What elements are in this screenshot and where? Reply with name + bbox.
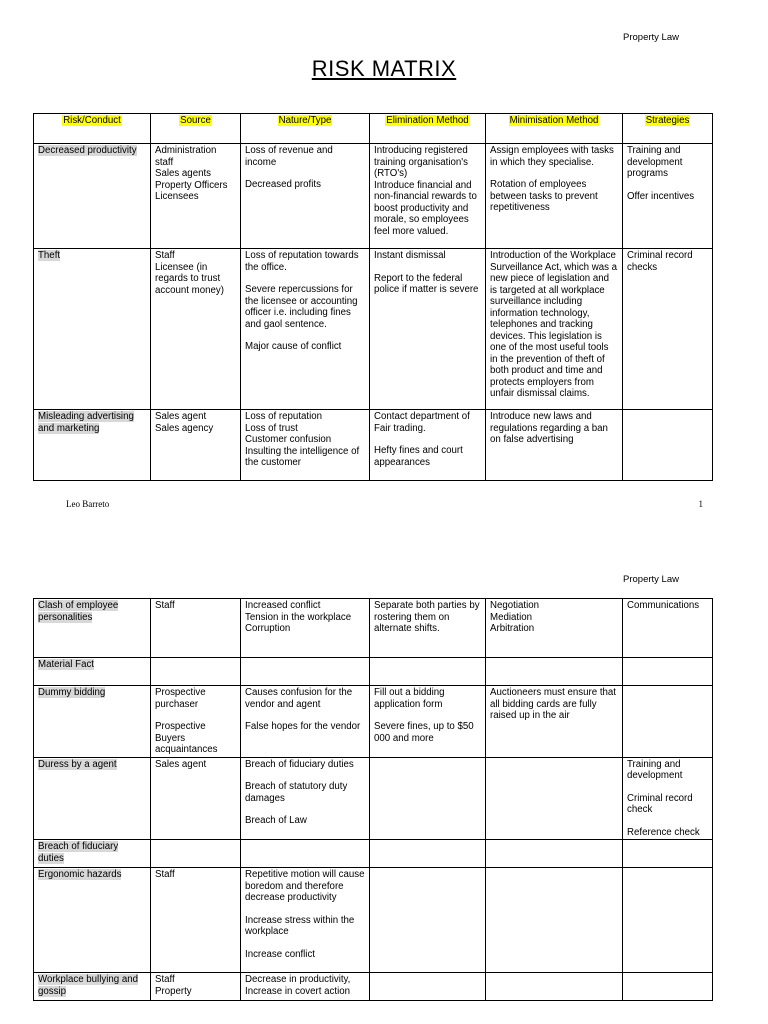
source-cell: Staff	[151, 868, 241, 973]
table-row	[34, 686, 713, 758]
document-title: RISK MATRIX	[311, 56, 457, 81]
minimisation-cell: Negotiation Mediation Arbitration	[486, 599, 623, 658]
table-row	[34, 658, 713, 686]
nature-cell: Breach of fiduciary duties Breach of statutory duty damages Breach of Law	[241, 757, 370, 840]
risk-cell: Ergonomic hazards	[34, 868, 151, 973]
column-header: Elimination Method	[370, 114, 486, 144]
document-page-2	[0, 540, 768, 1024]
minimisation-cell: Introduce new laws and regulations regarding a ban on false advertising	[486, 410, 623, 481]
strategies-cell	[623, 686, 713, 758]
nature-cell	[241, 658, 370, 686]
risk-matrix-table-continued	[33, 598, 713, 1001]
strategies-cell: Communications	[623, 599, 713, 658]
minimisation-cell: Introduction of the Workplace Surveillance Act, which was a new piece of legislation and is targeted at all workplace surveillance including information technology, telephones and tracking devices. This legislation is one of the most useful tools in the prevention of theft of both product and time and protects employers from unfair dismissal claims.	[486, 249, 623, 410]
table-row	[34, 410, 713, 481]
source-cell: Staff	[151, 599, 241, 658]
nature-cell: Loss of reputation towards the office. Severe repercussions for the licensee or accounting officer i.e. including fines and gaol sentence. Major cause of conflict	[241, 249, 370, 410]
nature-cell: Increased conflict Tension in the workplace Corruption	[241, 599, 370, 658]
minimisation-cell: Assign employees with tasks in which they specialise. Rotation of employees between tasks to prevent repetitiveness	[486, 144, 623, 249]
source-cell	[151, 658, 241, 686]
strategies-cell	[623, 410, 713, 481]
minimisation-cell: Auctioneers must ensure that all bidding cards are fully raised up in the air	[486, 686, 623, 758]
risk-cell: Material Fact	[34, 658, 151, 686]
column-header: Nature/Type	[241, 114, 370, 144]
source-cell: Staff Property	[151, 973, 241, 1001]
source-cell	[151, 840, 241, 868]
strategies-cell	[623, 868, 713, 973]
table-row	[34, 757, 713, 840]
table-row	[34, 840, 713, 868]
risk-cell: Dummy bidding	[34, 686, 151, 758]
nature-cell: Repetitive motion will cause boredom and therefore decrease productivity Increase stress within the workplace Increase conflict	[241, 868, 370, 973]
elimination-cell: Contact department of Fair trading. Hefty fines and court appearances	[370, 410, 486, 481]
source-cell: Administration staff Sales agents Property Officers Licensees	[151, 144, 241, 249]
column-header: Minimisation Method	[486, 114, 623, 144]
strategies-cell	[623, 973, 713, 1001]
elimination-cell: Separate both parties by rostering them on alternate shifts.	[370, 599, 486, 658]
elimination-cell: Fill out a bidding application form Severe fines, up to $50 000 and more	[370, 686, 486, 758]
strategies-cell	[623, 658, 713, 686]
nature-cell: Decrease in productivity, Increase in covert action	[241, 973, 370, 1001]
minimisation-cell	[486, 868, 623, 973]
strategies-cell: Criminal record checks	[623, 249, 713, 410]
elimination-cell	[370, 840, 486, 868]
elimination-cell	[370, 757, 486, 840]
risk-cell: Workplace bullying and gossip	[34, 973, 151, 1001]
risk-matrix-table	[33, 113, 713, 481]
page-number: 1	[698, 499, 703, 509]
minimisation-cell	[486, 757, 623, 840]
risk-cell: Decreased productivity	[34, 144, 151, 249]
risk-cell: Breach of fiduciary duties	[34, 840, 151, 868]
footer-author: Leo Barreto	[66, 499, 110, 509]
elimination-cell	[370, 973, 486, 1001]
table-row	[34, 249, 713, 410]
risk-cell: Duress by a agent	[34, 757, 151, 840]
strategies-cell	[623, 840, 713, 868]
risk-cell: Theft	[34, 249, 151, 410]
column-header: Risk/Conduct	[34, 114, 151, 144]
elimination-cell: Introducing registered training organisation's (RTO's) Introduce financial and non-financial rewards to boost productivity and morale, so employees feel more valued.	[370, 144, 486, 249]
table-header-row	[34, 114, 713, 144]
strategies-cell: Training and development Criminal record check Reference check	[623, 757, 713, 840]
risk-cell: Clash of employee personalities	[34, 599, 151, 658]
nature-cell: Causes confusion for the vendor and agent False hopes for the vendor	[241, 686, 370, 758]
column-header: Strategies	[623, 114, 713, 144]
nature-cell: Loss of revenue and income Decreased profits	[241, 144, 370, 249]
nature-cell	[241, 840, 370, 868]
source-cell: Staff Licensee (in regards to trust account money)	[151, 249, 241, 410]
running-header: Property Law	[623, 574, 679, 585]
strategies-cell: Training and development programs Offer incentives	[623, 144, 713, 249]
source-cell: Prospective purchaser Prospective Buyers acquaintances	[151, 686, 241, 758]
source-cell: Sales agent Sales agency	[151, 410, 241, 481]
risk-cell: Misleading advertising and marketing	[34, 410, 151, 481]
elimination-cell: Instant dismissal Report to the federal police if matter is severe	[370, 249, 486, 410]
elimination-cell	[370, 658, 486, 686]
elimination-cell	[370, 868, 486, 973]
minimisation-cell	[486, 840, 623, 868]
nature-cell: Loss of reputation Loss of trust Customer confusion Insulting the intelligence of the customer	[241, 410, 370, 481]
minimisation-cell	[486, 973, 623, 1001]
table-row	[34, 144, 713, 249]
running-header: Property Law	[623, 32, 679, 43]
column-header: Source	[151, 114, 241, 144]
table-row	[34, 599, 713, 658]
table-row	[34, 868, 713, 973]
minimisation-cell	[486, 658, 623, 686]
table-row	[34, 973, 713, 1001]
source-cell: Sales agent	[151, 757, 241, 840]
